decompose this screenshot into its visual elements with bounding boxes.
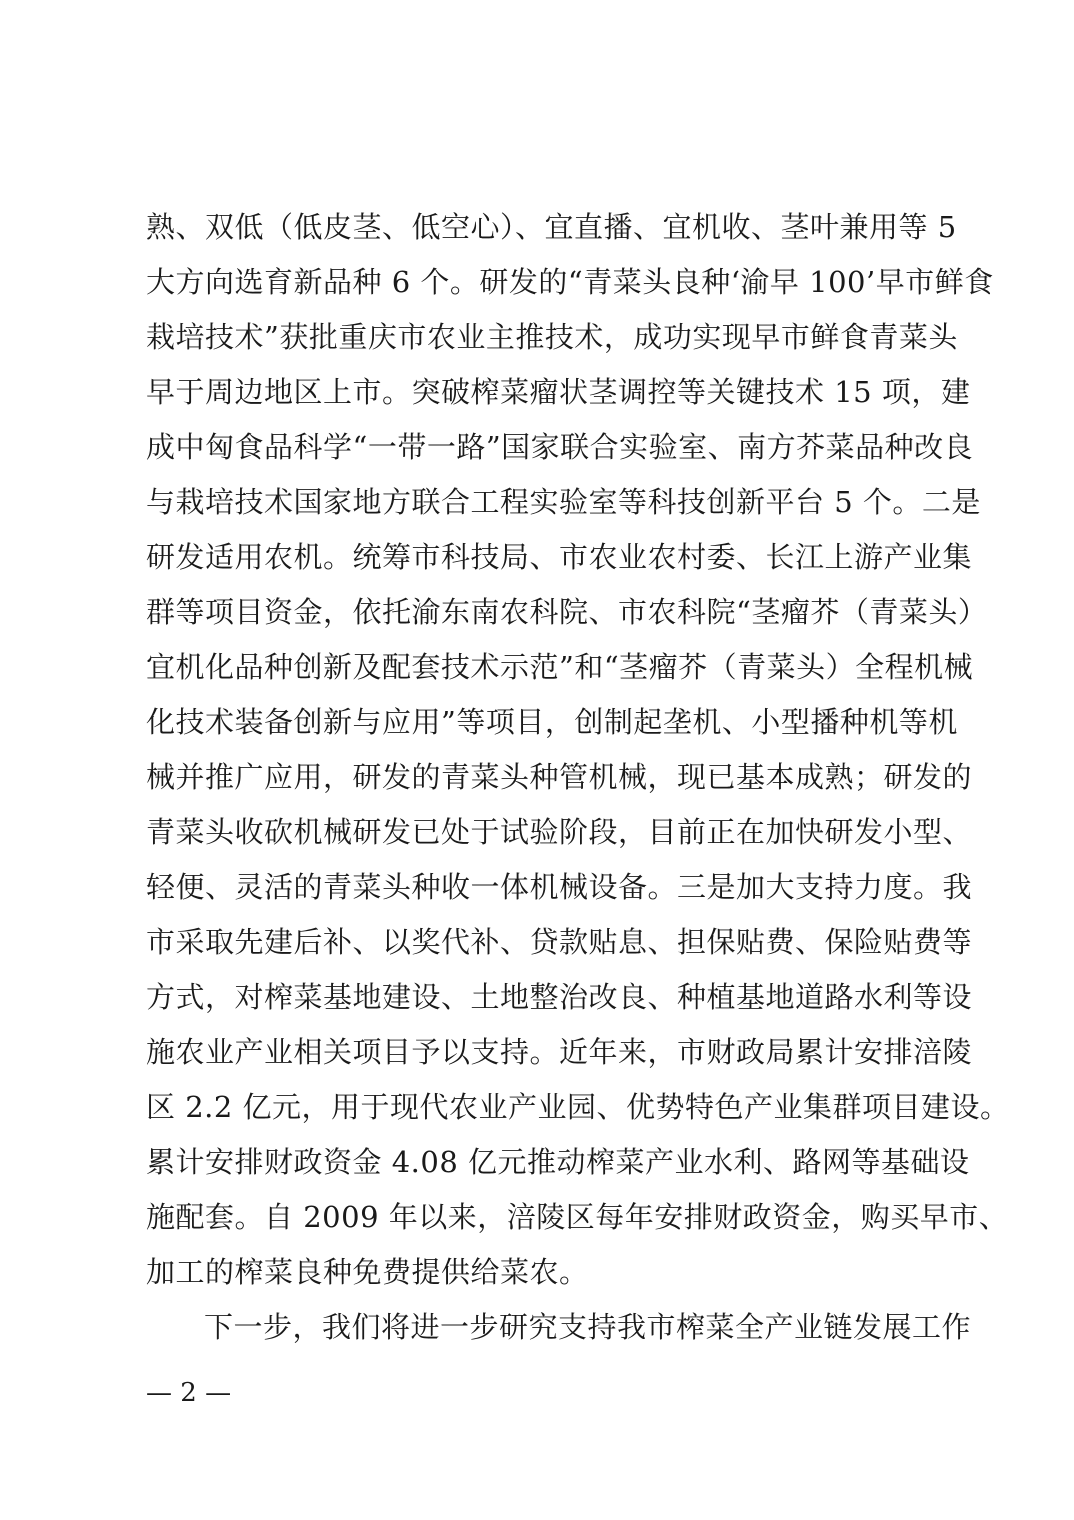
text-line: 青菜头收砍机械研发已处于试验阶段，目前正在加快研发小型、 (146, 815, 973, 849)
body-text (146, 200, 1010, 1355)
text-line: 累计安排财政资金 4.08 亿元推动榨菜产业水利、路网等基础设 (146, 1145, 970, 1179)
text-line: 市采取先建后补、以奖代补、贷款贴息、担保贴费、保险贴费等 (146, 925, 973, 959)
text-line: 施农业产业相关项目予以支持。近年来，市财政局累计安排涪陵 (146, 1035, 973, 1069)
text-line: 大方向选育新品种 6 个。研发的“青菜头良种‘渝早 100’早市鲜食 (146, 265, 994, 299)
text-line: 化技术装备创新与应用”等项目，创制起垄机、小型播种机等机 (146, 705, 958, 739)
text-line: 群等项目资金，依托渝东南农科院、市农科院“茎瘤芥（青菜头） (146, 595, 988, 629)
text-line: 研发适用农机。统筹市科技局、市农业农村委、长江上游产业集 (146, 540, 973, 574)
text-line: 方式，对榨菜基地建设、土地整治改良、种植基地道路水利等设 (146, 980, 973, 1014)
page-number: — 2 — (146, 1378, 232, 1408)
text-line: 械并推广应用，研发的青菜头种管机械，现已基本成熟；研发的 (146, 760, 973, 794)
text-line: 早于周边地区上市。突破榨菜瘤状茎调控等关键技术 15 项，建 (146, 375, 971, 409)
text-line: 宜机化品种创新及配套技术示范”和“茎瘤芥（青菜头）全程机械 (146, 650, 974, 684)
text-line: 施配套。自 2009 年以来，涪陵区每年安排财政资金，购买早市、 (146, 1200, 1009, 1234)
text-line: 区 2.2 亿元，用于现代农业产业园、优势特色产业集群项目建设。 (146, 1090, 1010, 1124)
text-line: 轻便、灵活的青菜头种收一体机械设备。三是加大支持力度。我 (146, 870, 973, 904)
text-line-paragraph-start: 下一步，我们将进一步研究支持我市榨菜全产业链发展工作 (204, 1310, 972, 1344)
text-line: 与栽培技术国家地方联合工程实验室等科技创新平台 5 个。二是 (146, 485, 981, 519)
text-line: 熟、双低（低皮茎、低空心）、宜直播、宜机收、茎叶兼用等 5 (146, 210, 957, 244)
text-line: 栽培技术”获批重庆市农业主推技术，成功实现早市鲜食青菜头 (146, 320, 958, 354)
text-line: 加工的榨菜良种免费提供给菜农。 (146, 1255, 589, 1289)
text-line: 成中匈食品科学“一带一路”国家联合实验室、南方芥菜品种改良 (146, 430, 974, 464)
